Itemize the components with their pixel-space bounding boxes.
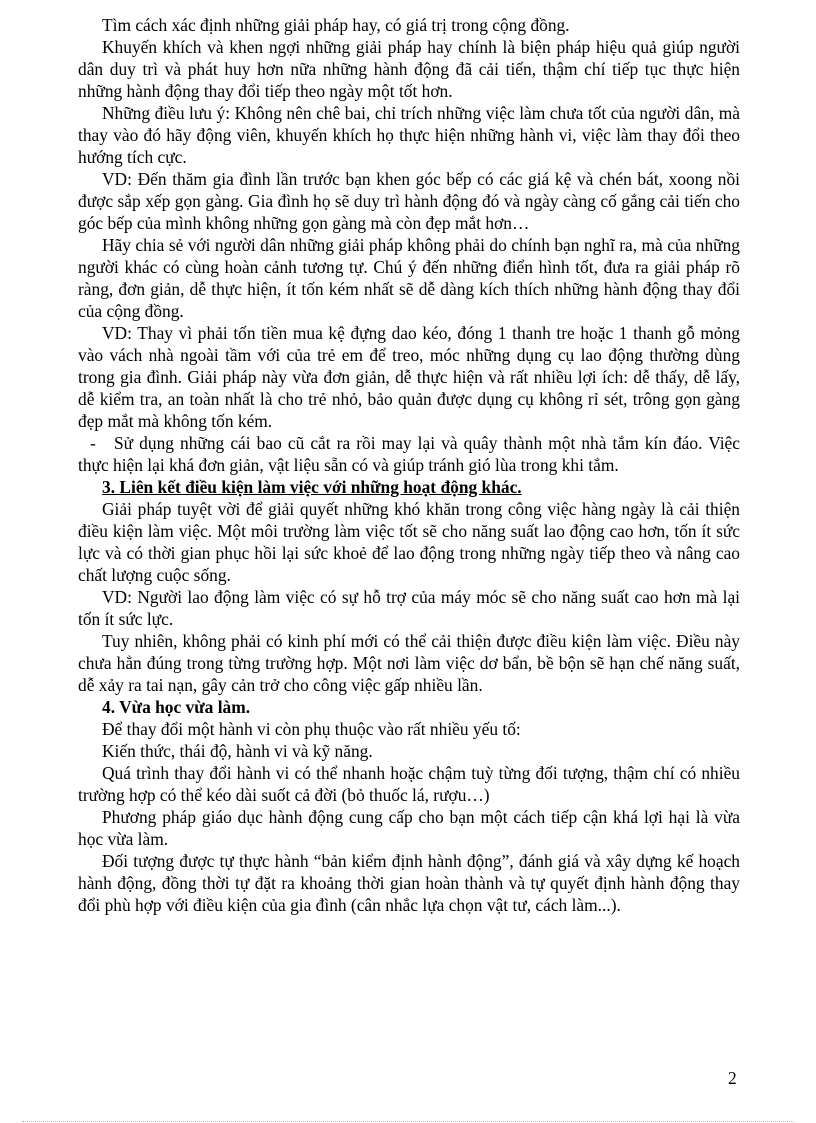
paragraph: Khuyến khích và khen ngợi những giải pháp hay chính là biện pháp hiệu quả giúp người dân duy trì và phát huy hơn nữa những hành động đã cải tiến, thậm chí tiếp tục thực hiện những hành động thay đổi tiếp theo ngày một tốt hơn. (78, 37, 740, 101)
paragraph: Để thay đổi một hành vi còn phụ thuộc vào rất nhiều yếu tố: (102, 719, 521, 739)
document-body (78, 14, 740, 916)
paragraph: Quá trình thay đổi hành vi có thể nhanh hoặc chậm tuỳ từng đối tượng, thậm chí có nhiều trường hợp có thể kéo dài suốt cả đời (bỏ thuốc lá, rượu…) (78, 763, 740, 805)
dash-list-item (78, 432, 740, 476)
paragraph: Giải pháp tuyệt vời để giải quyết những khó khăn trong công việc hàng ngày là cải thiện điều kiện làm việc. Một môi trường làm việc tốt sẽ cho năng suất lao động cao hơn, tốn ít sức lực và có thời gian phục hồi lại sức khoẻ để lao động trong những ngày tiếp theo và nâng cao chất lượng cuộc sống. (78, 499, 740, 585)
section-heading-3 (78, 476, 740, 498)
paragraph: VD: Đến thăm gia đình lần trước bạn khen góc bếp có các giá kệ và chén bát, xoong nồi được sắp xếp gọn gàng. Gia đình họ sẽ duy trì hành động đó và ngày càng cố gắng cải tiến cho góc bếp của mình không những gọn gàng mà còn đẹp mắt hơn… (78, 169, 740, 233)
paragraph: Đối tượng được tự thực hành “bản kiểm định hành động”, đánh giá và xây dựng kế hoạch hành động, đồng thời tự đặt ra khoảng thời gian hoàn thành và tự quyết định hành động thay đổi phù hợp với điều kiện của gia đình (cân nhắc lựa chọn vật tư, cách làm...). (78, 851, 740, 915)
dash-list-item-text: Sử dụng những cái bao cũ cắt ra rồi may lại và quây thành một nhà tắm kín đáo. Việc thực hiện lại khá đơn giản, vật liệu sẵn có và giúp tránh gió lùa trong khi tắm. (78, 433, 740, 475)
page-bottom-rule (22, 1121, 794, 1122)
paragraph: Những điều lưu ý: Không nên chê bai, chỉ trích những việc làm chưa tốt của người dân, mà thay vào đó hãy động viên, khuyến khích họ thực hiện những hành vi, việc làm thay đổi theo hướng tích cực. (78, 103, 740, 167)
paragraph: Hãy chia sẻ với người dân những giải pháp không phải do chính bạn nghĩ ra, mà của những người khác có cùng hoàn cảnh tương tự. Chú ý đến những điển hình tốt, đưa ra giải pháp rõ ràng, đơn giản, dễ thực hiện, ít tốn kém nhất sẽ dễ dàng kích thích những hành động thay đổi của cộng đồng. (78, 235, 740, 321)
section-heading-text: 4. Vừa học vừa làm. (102, 697, 251, 717)
page-number: 2 (728, 1068, 737, 1088)
paragraph: Kiến thức, thái độ, hành vi và kỹ năng. (102, 741, 373, 761)
section-heading-text: 3. Liên kết điều kiện làm việc với những hoạt động khác. (102, 477, 522, 497)
section-heading-4 (78, 696, 740, 718)
paragraph: VD: Thay vì phải tốn tiền mua kệ đựng dao kéo, đóng 1 thanh tre hoặc 1 thanh gỗ mỏng vào vách nhà ngoài tầm với của trẻ em để treo, móc những dụng cụ lao động thường dùng trong gia đình. Giải pháp này vừa đơn giản, dễ thực hiện và rất nhiều lợi ích: dễ thấy, dễ lấy, dễ kiểm tra, an toàn nhất là cho trẻ nhỏ, bảo quản được dụng cụ không rỉ sét, trông gọn gàng đẹp mắt mà không tốn kém. (78, 323, 740, 431)
dash-marker: - (90, 433, 96, 453)
paragraph: VD: Người lao động làm việc có sự hỗ trợ của máy móc sẽ cho năng suất cao hơn mà lại tốn ít sức lực. (78, 587, 740, 629)
paragraph: Tuy nhiên, không phải có kinh phí mới có thể cải thiện được điều kiện làm việc. Điều này chưa hẳn đúng trong từng trường hợp. Một nơi làm việc dơ bẩn, bề bộn sẽ hạn chế năng suất, dễ xảy ra tai nạn, gây cản trở cho công việc gấp nhiều lần. (78, 631, 740, 695)
paragraph: Tìm cách xác định những giải pháp hay, có giá trị trong cộng đồng. (102, 15, 570, 35)
paragraph: Phương pháp giáo dục hành động cung cấp cho bạn một cách tiếp cận khá lợi hại là vừa học vừa làm. (78, 807, 740, 849)
